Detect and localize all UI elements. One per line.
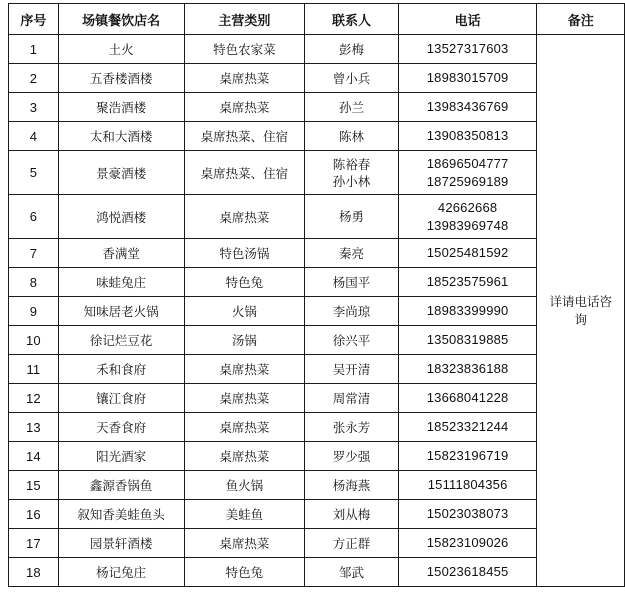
header-category: 主营类别: [184, 4, 305, 35]
phone-number: 15823196719: [426, 448, 509, 463]
cell-category: 美蛙鱼: [184, 500, 305, 529]
cell-no: 8: [9, 268, 59, 297]
cell-contact: [305, 384, 399, 413]
phone-number: 13668041228: [426, 390, 509, 405]
table-row: [9, 64, 625, 93]
cell-no: 3: [9, 93, 59, 122]
table-row: [9, 151, 625, 195]
cell-category: 桌席热菜: [184, 442, 305, 471]
table-row: [9, 297, 625, 326]
cell-no: 6: [9, 195, 59, 239]
cell-contact: [305, 122, 399, 151]
contact-name: 李尚琼: [332, 303, 371, 319]
cell-phone: [398, 384, 537, 413]
phone-number: 13983436769: [426, 99, 509, 114]
phone-number: 13527317603: [426, 41, 509, 56]
cell-contact: [305, 326, 399, 355]
cell-name: 鑫源香锅鱼: [58, 471, 184, 500]
cell-no: 10: [9, 326, 59, 355]
phone-number: 13983969748: [426, 217, 509, 233]
header-row: [9, 4, 625, 35]
header-phone: 电话: [398, 4, 537, 35]
cell-name: 鸿悦酒楼: [58, 195, 184, 239]
header-remark: 备注: [537, 4, 625, 35]
contact-name: 吴开清: [332, 361, 371, 377]
cell-contact: [305, 239, 399, 268]
phone-number: 18725969189: [426, 173, 509, 189]
cell-contact: [305, 93, 399, 122]
cell-no: 1: [9, 35, 59, 64]
cell-contact: [305, 151, 399, 195]
cell-no: 12: [9, 384, 59, 413]
cell-name: 知味居老火锅: [58, 297, 184, 326]
cell-name: 香满堂: [58, 239, 184, 268]
cell-no: 15: [9, 471, 59, 500]
contact-name: 秦亮: [339, 245, 365, 261]
cell-phone: [398, 413, 537, 442]
phone-number: 15025481592: [426, 245, 509, 260]
phone-number: 18523321244: [426, 419, 509, 434]
cell-phone: [398, 268, 537, 297]
contact-name: 杨勇: [339, 209, 365, 224]
cell-no: 5: [9, 151, 59, 195]
cell-phone: [398, 64, 537, 93]
table-row: [9, 442, 625, 471]
table-row: [9, 529, 625, 558]
phone-number: 18323836188: [426, 361, 509, 376]
table-row: [9, 471, 625, 500]
phone-number: 15023038073: [426, 506, 509, 521]
cell-no: 4: [9, 122, 59, 151]
cell-name: 味蛙兔庄: [58, 268, 184, 297]
cell-remark: 详请电话咨询: [537, 35, 625, 587]
contact-name: 杨海燕: [332, 477, 371, 493]
contact-name: 陈裕春: [332, 156, 371, 172]
cell-no: 13: [9, 413, 59, 442]
table-body: [9, 35, 625, 587]
cell-category: 桌席热菜: [184, 384, 305, 413]
table-row: [9, 195, 625, 239]
cell-contact: [305, 35, 399, 64]
cell-name: 镶江食府: [58, 384, 184, 413]
cell-no: 7: [9, 239, 59, 268]
table-row: [9, 558, 625, 587]
cell-phone: [398, 35, 537, 64]
cell-no: 14: [9, 442, 59, 471]
table-row: [9, 93, 625, 122]
cell-phone: [398, 93, 537, 122]
phone-number: 42662668: [437, 199, 498, 215]
cell-phone: [398, 355, 537, 384]
phone-number: 18696504777: [426, 155, 509, 171]
cell-contact: [305, 471, 399, 500]
contact-name: 曾小兵: [332, 70, 371, 86]
table-row: [9, 355, 625, 384]
cell-name: 太和大酒楼: [58, 122, 184, 151]
cell-phone: [398, 529, 537, 558]
cell-category: 桌席热菜、住宿: [184, 151, 305, 195]
contact-name: 彭梅: [339, 41, 365, 57]
cell-category: 桌席热菜、住宿: [184, 122, 305, 151]
cell-name: 聚浩酒楼: [58, 93, 184, 122]
cell-contact: [305, 500, 399, 529]
cell-category: 桌席热菜: [184, 413, 305, 442]
phone-number: 18983399990: [426, 303, 509, 318]
restaurant-table: [8, 3, 625, 587]
cell-phone: [398, 151, 537, 195]
header-contact: 联系人: [305, 4, 399, 35]
phone-number: 13908350813: [426, 128, 509, 143]
cell-phone: [398, 326, 537, 355]
table-row: [9, 239, 625, 268]
contact-name: 邹武: [339, 564, 365, 580]
contact-name: 周常清: [332, 390, 371, 406]
table-row: [9, 500, 625, 529]
table-row: [9, 35, 625, 64]
contact-name: 罗少强: [332, 448, 371, 464]
cell-no: 11: [9, 355, 59, 384]
contact-name: 孙小林: [332, 173, 371, 189]
cell-category: 特色兔: [184, 558, 305, 587]
cell-category: 桌席热菜: [184, 195, 305, 239]
table-row: [9, 384, 625, 413]
cell-category: 桌席热菜: [184, 64, 305, 93]
cell-contact: [305, 268, 399, 297]
cell-category: 特色农家菜: [184, 35, 305, 64]
cell-category: 特色兔: [184, 268, 305, 297]
cell-no: 16: [9, 500, 59, 529]
contact-name: 张永芳: [332, 419, 371, 435]
cell-name: 土火: [58, 35, 184, 64]
cell-name: 阳光酒家: [58, 442, 184, 471]
table-row: [9, 268, 625, 297]
cell-name: 徐记烂豆花: [58, 326, 184, 355]
contact-name: 方正群: [332, 535, 371, 551]
cell-contact: [305, 442, 399, 471]
cell-phone: [398, 471, 537, 500]
phone-number: 18983015709: [426, 70, 509, 85]
cell-phone: [398, 500, 537, 529]
cell-phone: [398, 297, 537, 326]
cell-phone: [398, 195, 537, 239]
cell-contact: [305, 297, 399, 326]
contact-name: 徐兴平: [332, 332, 371, 348]
contact-name: 杨国平: [332, 274, 371, 290]
cell-name: 天香食府: [58, 413, 184, 442]
cell-contact: [305, 195, 399, 239]
cell-no: 2: [9, 64, 59, 93]
cell-category: 桌席热菜: [184, 93, 305, 122]
cell-contact: [305, 355, 399, 384]
cell-contact: [305, 558, 399, 587]
phone-number: 15111804356: [427, 477, 508, 492]
cell-phone: [398, 442, 537, 471]
phone-number: 18523575961: [426, 274, 509, 289]
cell-phone: [398, 239, 537, 268]
cell-no: 18: [9, 558, 59, 587]
table-row: [9, 122, 625, 151]
cell-phone: [398, 122, 537, 151]
cell-name: 园景轩酒楼: [58, 529, 184, 558]
phone-number: 15023618455: [426, 564, 509, 579]
table-row: [9, 326, 625, 355]
cell-name: 景豪酒楼: [58, 151, 184, 195]
contact-name: 刘从梅: [332, 506, 371, 522]
cell-name: 杨记兔庄: [58, 558, 184, 587]
cell-name: 禾和食府: [58, 355, 184, 384]
contact-name: 陈林: [339, 128, 365, 144]
header-name: 场镇餐饮店名: [58, 4, 184, 35]
cell-category: 桌席热菜: [184, 355, 305, 384]
phone-number: 13508319885: [426, 332, 509, 347]
cell-category: 汤锅: [184, 326, 305, 355]
cell-category: 鱼火锅: [184, 471, 305, 500]
phone-number: 15823109026: [426, 535, 509, 550]
cell-name: 叙知香美蛙鱼头: [58, 500, 184, 529]
cell-category: 特色汤锅: [184, 239, 305, 268]
cell-name: 五香楼酒楼: [58, 64, 184, 93]
cell-no: 9: [9, 297, 59, 326]
cell-contact: [305, 64, 399, 93]
table-row: [9, 413, 625, 442]
cell-category: 桌席热菜: [184, 529, 305, 558]
cell-category: 火锅: [184, 297, 305, 326]
cell-contact: [305, 529, 399, 558]
cell-no: 17: [9, 529, 59, 558]
contact-name: 孙兰: [339, 99, 365, 115]
cell-contact: [305, 413, 399, 442]
cell-phone: [398, 558, 537, 587]
header-no: 序号: [9, 4, 59, 35]
